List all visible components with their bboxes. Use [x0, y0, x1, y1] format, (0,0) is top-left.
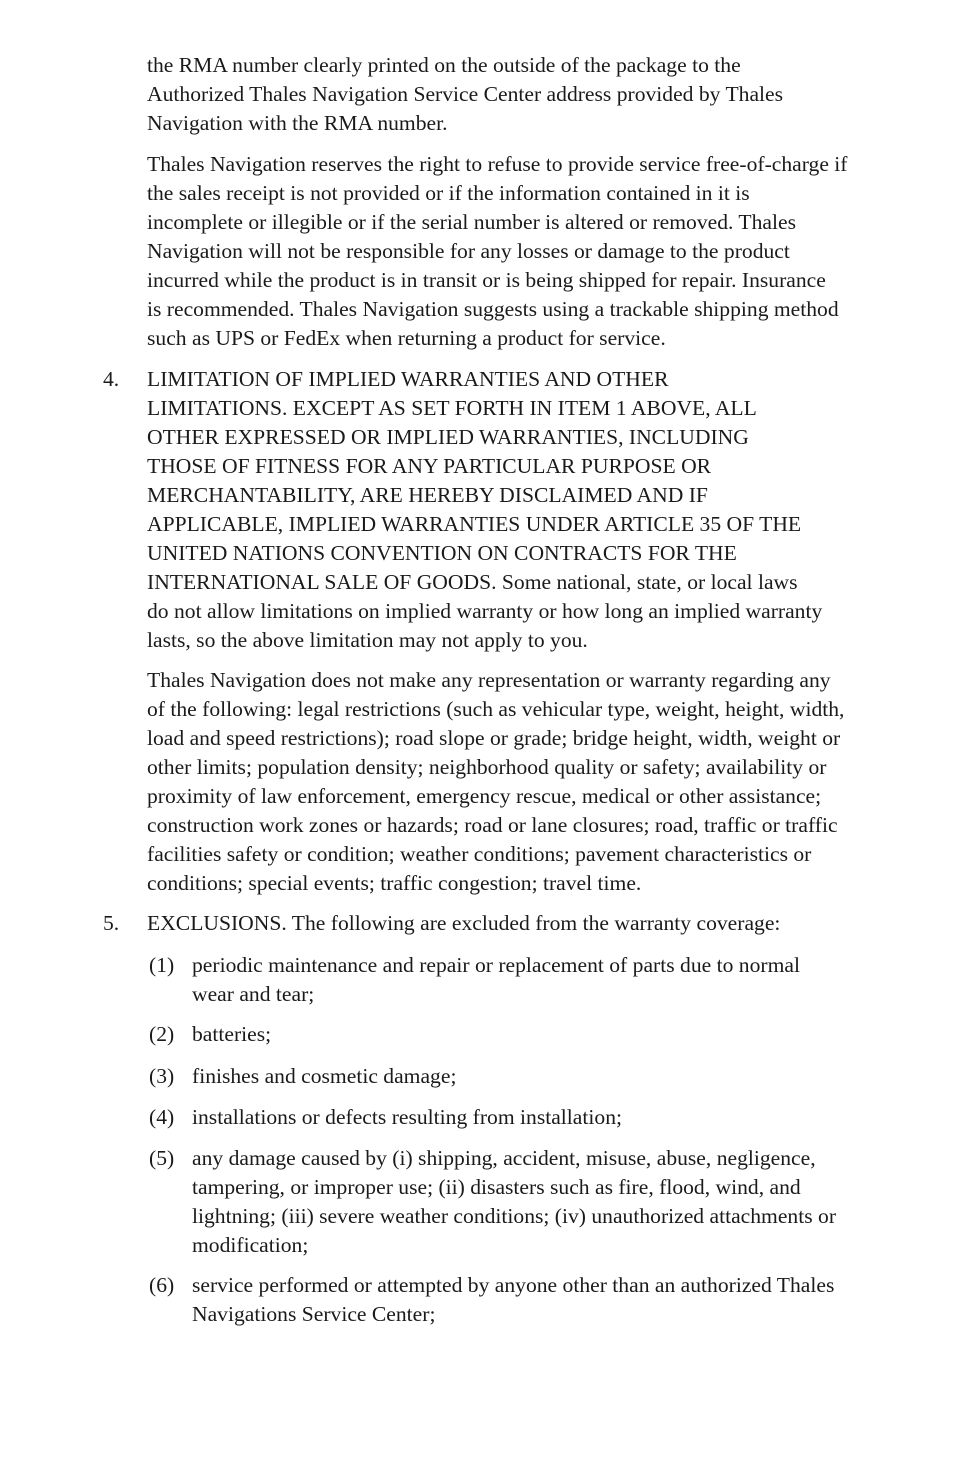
text-line: Authorized Thales Navigation Service Center address provided by Thales [147, 82, 784, 106]
text-line: batteries; [192, 1022, 272, 1046]
item-number: 5. [103, 911, 120, 935]
text-line: UNITED NATIONS CONVENTION ON CONTRACTS FOR THE [147, 541, 737, 565]
subitem-text [192, 1144, 912, 1260]
text-line: OTHER EXPRESSED OR IMPLIED WARRANTIES, INCLUDING [147, 425, 749, 449]
text-line: modification; [192, 1233, 309, 1257]
text-line: conditions; special events; traffic congestion; travel time. [147, 871, 642, 895]
text-line: incurred while the product is in transit or is being shipped for repair. Insurance [147, 268, 826, 292]
text-line: APPLICABLE, IMPLIED WARRANTIES UNDER ARTICLE 35 OF THE [147, 512, 802, 536]
text-line: the RMA number clearly printed on the outside of the package to the [147, 53, 741, 77]
subitem-number: (1) [149, 953, 175, 977]
text-line: facilities safety or condition; weather conditions; pavement characteristics or [147, 842, 812, 866]
text-line: lasts, so the above limitation may not apply to you. [147, 628, 588, 652]
subitem-text [192, 1062, 912, 1091]
item-number: 4. [103, 367, 120, 391]
subitem-text [192, 1103, 912, 1132]
subitem-text [192, 951, 912, 1009]
text-line: Navigation will not be responsible for any losses or damage to the product [147, 239, 790, 263]
subitem-number: (5) [149, 1146, 175, 1170]
text-line: Navigations Service Center; [192, 1302, 436, 1326]
continued-paragraph [147, 51, 907, 138]
text-line: MERCHANTABILITY, ARE HEREBY DISCLAIMED AND IF [147, 483, 708, 507]
subitem-number: (3) [149, 1064, 175, 1088]
text-line: Navigation with the RMA number. [147, 111, 448, 135]
text-line: EXCLUSIONS. The following are excluded from the warranty coverage: [147, 911, 781, 935]
text-line: installations or defects resulting from installation; [192, 1105, 622, 1129]
text-line: of the following: legal restrictions (such as vehicular type, weight, height, width, [147, 697, 845, 721]
text-line: proximity of law enforcement, emergency rescue, medical or other assistance; [147, 784, 822, 808]
text-line: periodic maintenance and repair or replacement of parts due to normal [192, 953, 800, 977]
text-line: do not allow limitations on implied warranty or how long an implied warranty [147, 599, 823, 623]
text-line: other limits; population density; neighborhood quality or safety; availability or [147, 755, 827, 779]
text-line: service performed or attempted by anyone other than an authorized Thales [192, 1273, 835, 1297]
item4-paragraph [147, 365, 907, 655]
text-line: such as UPS or FedEx when returning a product for service. [147, 326, 666, 350]
subitem-number: (4) [149, 1105, 175, 1129]
text-line: load and speed restrictions); road slope or grade; bridge height, width, weight or [147, 726, 841, 750]
subitem-text [192, 1020, 912, 1049]
item5-heading [147, 909, 907, 938]
text-line: any damage caused by (i) shipping, accident, misuse, abuse, negligence, [192, 1146, 816, 1170]
subitem-text [192, 1271, 912, 1329]
text-line: finishes and cosmetic damage; [192, 1064, 457, 1088]
text-line: lightning; (iii) severe weather conditions; (iv) unauthorized attachments or [192, 1204, 837, 1228]
text-line: LIMITATION OF IMPLIED WARRANTIES AND OTHER [147, 367, 669, 391]
text-line: incomplete or illegible or if the serial number is altered or removed. Thales [147, 210, 796, 234]
text-line: construction work zones or hazards; road or lane closures; road, traffic or traffic [147, 813, 838, 837]
text-line: Thales Navigation does not make any representation or warranty regarding any [147, 668, 831, 692]
text-line: is recommended. Thales Navigation suggests using a trackable shipping method [147, 297, 839, 321]
text-line: tampering, or improper use; (ii) disasters such as fire, flood, wind, and [192, 1175, 801, 1199]
item4-second-paragraph [147, 666, 907, 898]
text-line: LIMITATIONS. EXCEPT AS SET FORTH IN ITEM 1 ABOVE, ALL [147, 396, 757, 420]
text-line: wear and tear; [192, 982, 315, 1006]
text-line: THOSE OF FITNESS FOR ANY PARTICULAR PURPOSE OR [147, 454, 712, 478]
subitem-number: (6) [149, 1273, 175, 1297]
text-line: the sales receipt is not provided or if the information contained in it is [147, 181, 750, 205]
text-line: Thales Navigation reserves the right to refuse to provide service free-of-charge if [147, 152, 848, 176]
refusal-paragraph [147, 150, 907, 353]
subitem-number: (2) [149, 1022, 175, 1046]
text-line: INTERNATIONAL SALE OF GOODS. Some national, state, or local laws [147, 570, 798, 594]
